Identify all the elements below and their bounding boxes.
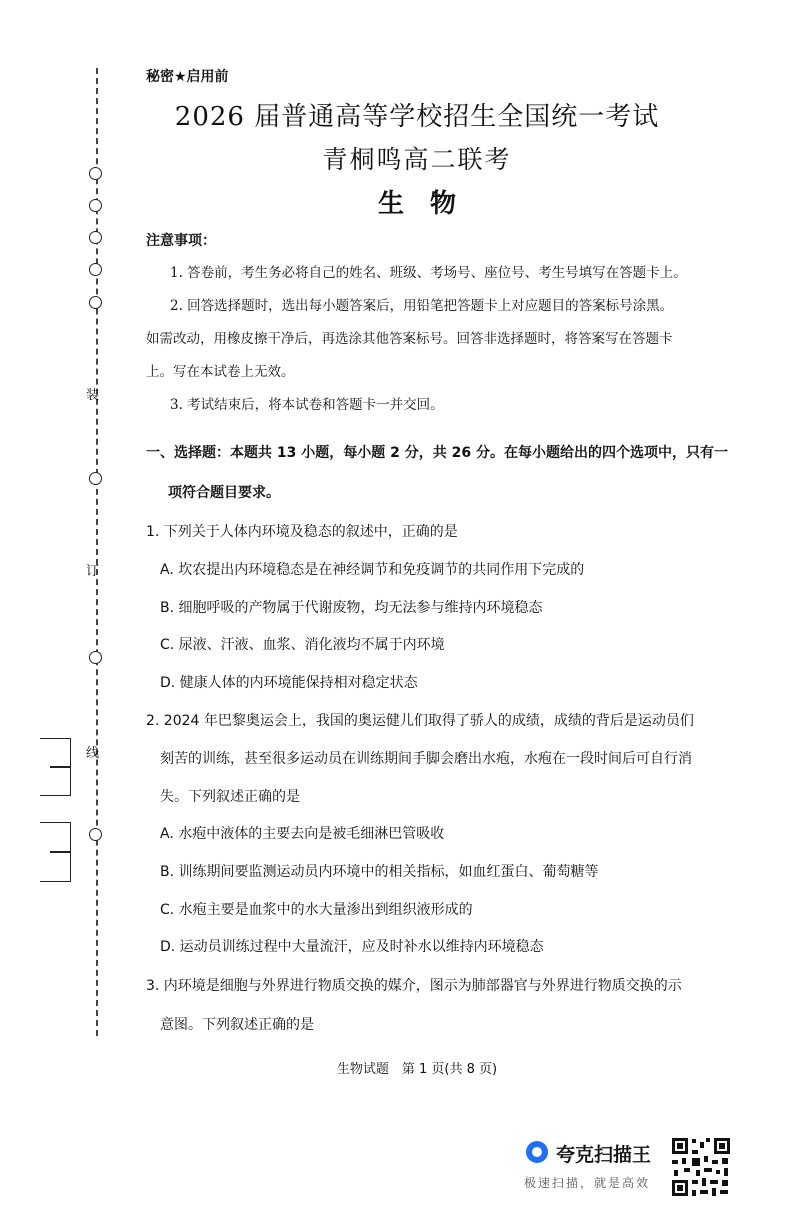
page-footer: 生物试题 第 1 页(共 8 页) <box>336 1062 498 1077</box>
question-3-stem-line2: 意图。下列叙述正确的是 <box>160 1017 314 1033</box>
note-item-2-line3: 上。写在本试卷上无效。 <box>146 364 295 380</box>
question-2-stem-line1: 2. 2024 年巴黎奥运会上，我国的奥运健儿们取得了骄人的成绩，成绩的背后是运动员们 <box>146 713 694 729</box>
scanner-slogan: 极速扫描，就是高效 <box>524 1176 651 1190</box>
question-1-option-c: C. 尿液、汗液、血浆、消化液均不属于内环境 <box>160 637 445 653</box>
question-2-option-c: C. 水疱主要是血浆中的水大量渗出到组织液形成的 <box>160 902 473 918</box>
exam-title: 2026 届普通高等学校招生全国统一考试 <box>174 102 660 132</box>
question-2-stem-line2: 刻苦的训练，甚至很多运动员在训练期间手脚会磨出水疱，水疱在一段时间后可自行消 <box>160 751 692 767</box>
scanner-logo-icon <box>526 1141 548 1163</box>
question-2-stem-line3: 失。下列叙述正确的是 <box>160 789 300 805</box>
question-1-option-b: B. 细胞呼吸的产物属于代谢废物，均无法参与维持内环境稳态 <box>160 600 543 616</box>
binding-hole <box>89 651 102 664</box>
binding-hole <box>89 828 102 841</box>
confidential-label: 秘密★启用前 <box>146 69 229 85</box>
binding-hole <box>89 231 102 244</box>
qr-code-icon <box>670 1136 732 1198</box>
question-2-option-a: A. 水疱中液体的主要去向是被毛细淋巴管吸收 <box>160 826 445 842</box>
question-1-stem: 1. 下列关于人体内环境及稳态的叙述中，正确的是 <box>146 524 458 540</box>
exam-subtitle: 青桐鸣高二联考 <box>322 145 512 174</box>
subject-title: 生 物 <box>377 189 456 219</box>
binding-hole <box>89 296 102 309</box>
binding-char-ding: 订 <box>86 564 100 579</box>
question-3-stem-line1: 3. 内环境是细胞与外界进行物质交换的媒介，图示为肺部器官与外界进行物质交换的示 <box>146 978 682 994</box>
question-1-option-d: D. 健康人体的内环境能保持相对稳定状态 <box>160 675 418 691</box>
binding-hole <box>89 472 102 485</box>
note-item-2-line1: 2. 回答选择题时，选出每小题答案后，用铅笔把答题卡上对应题目的答案标号涂黑。 <box>170 298 674 314</box>
note-item-2-line2: 如需改动，用橡皮擦干净后，再选涂其他答案标号。回答非选择题时，将答案写在答题卡 <box>146 331 673 347</box>
side-info-divider <box>50 851 70 853</box>
scanner-brand-name: 夸克扫描王 <box>556 1144 652 1166</box>
notes-heading: 注意事项： <box>146 233 216 249</box>
binding-hole <box>89 263 102 276</box>
question-2-option-d: D. 运动员训练过程中大量流汗，应及时补水以维持内环境稳态 <box>160 939 544 955</box>
side-info-divider <box>50 766 70 768</box>
question-2-option-b: B. 训练期间要监测运动员内环境中的相关指标，如血红蛋白、葡萄糖等 <box>160 864 599 880</box>
question-1-option-a: A. 坎农提出内环境稳态是在神经调节和免疫调节的共同作用下完成的 <box>160 562 585 578</box>
section-heading: 一、选择题：本题共 13 小题，每小题 2 分，共 26 分。在每小题给出的四个选项中，只有一 <box>146 445 728 461</box>
binding-char-zhuang: 装 <box>86 388 100 403</box>
section-heading-cont: 项符合题目要求。 <box>168 485 280 501</box>
binding-char-xian: 线 <box>86 746 100 761</box>
note-item-1: 1. 答卷前，考生务必将自己的姓名、班级、考场号、座位号、考生号填写在答题卡上。 <box>170 265 687 281</box>
note-item-3: 3. 考试结束后，将本试卷和答题卡一并交回。 <box>170 397 444 413</box>
